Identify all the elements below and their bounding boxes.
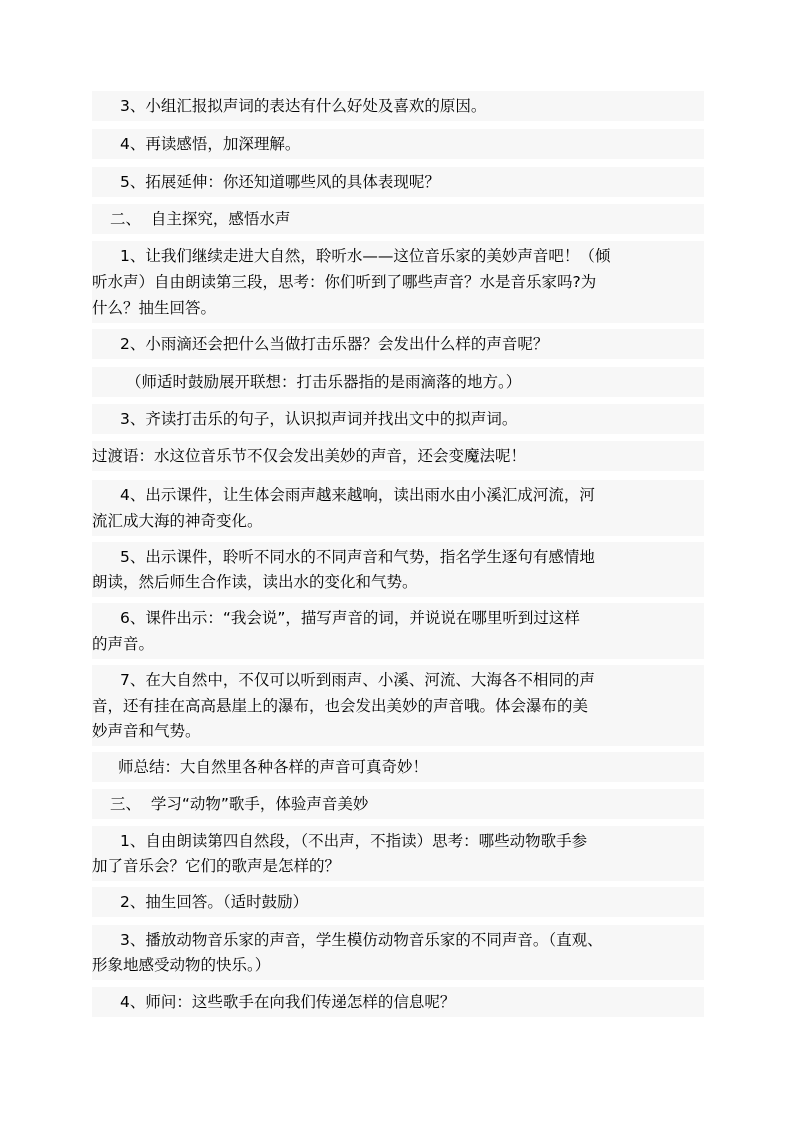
text-line xyxy=(92,716,704,746)
line-text: 什么？抽生回答。 xyxy=(92,299,217,317)
line-text: 师总结：大自然里各种各样的声音可真奇妙！ xyxy=(118,758,429,776)
text-line xyxy=(92,752,704,782)
text-line xyxy=(92,506,704,536)
line-text: 7、在大自然中，不仅可以听到雨声、小溪、河流、大海各不相同的声 xyxy=(120,671,595,689)
heading-text: 二、 自主探究，感悟水声 xyxy=(110,210,291,228)
line-text: 过渡语：水这位音乐节不仅会发出美妙的声音，还会变魔法呢！ xyxy=(92,447,527,465)
heading-text: 三、 学习“动物”歌手，体验声音美妙 xyxy=(110,795,369,813)
line-text: 听水声）自由朗读第三段，思考：你们听到了哪些声音？水是音乐家吗?为 xyxy=(92,273,597,291)
line-text: 3、播放动物音乐家的声音，学生模仿动物音乐家的不同声音。（直观、 xyxy=(120,931,603,949)
text-line xyxy=(92,441,704,471)
line-text: 流汇成大海的神奇变化。 xyxy=(92,512,263,530)
text-line xyxy=(92,367,704,397)
text-line xyxy=(92,129,704,159)
section-heading xyxy=(92,204,704,234)
line-text: 4、出示课件，让生体会雨声越来越响，读出雨水由小溪汇成河流，河 xyxy=(120,486,595,504)
line-text: 4、师问：这些歌手在向我们传递怎样的信息呢？ xyxy=(120,993,456,1011)
line-text: 4、再读感悟，加深理解。 xyxy=(120,135,301,153)
line-text: 朗读，然后师生合作读，读出水的变化和气势。 xyxy=(92,573,418,591)
line-text: 5、出示课件，聆听不同水的不同声音和气势，指名学生逐句有感情地 xyxy=(120,548,595,566)
line-text: 3、小组汇报拟声词的表达有什么好处及喜欢的原因。 xyxy=(120,97,487,115)
text-line xyxy=(92,293,704,323)
text-line xyxy=(92,887,704,917)
text-line xyxy=(92,987,704,1017)
line-text: （师适时鼓励展开联想：打击乐器指的是雨滴落的地方。） xyxy=(126,373,522,391)
line-text: 3、齐读打击乐的句子，认识拟声词并找出文中的拟声词。 xyxy=(120,410,518,428)
line-text: 的声音。 xyxy=(92,635,155,653)
line-text: 5、拓展延伸：你还知道哪些风的具体表现呢？ xyxy=(120,173,440,191)
text-line xyxy=(92,567,704,597)
section-heading xyxy=(92,789,704,819)
text-line xyxy=(92,167,704,197)
line-text: 音，还有挂在高高悬崖上的瀑布，也会发出美妙的声音哦。体会瀑布的美 xyxy=(92,697,589,715)
text-line xyxy=(92,851,704,881)
text-line xyxy=(92,950,704,980)
text-line xyxy=(92,629,704,659)
line-text: 2、抽生回答。（适时鼓励） xyxy=(120,893,309,911)
text-line xyxy=(92,404,704,434)
line-text: 2、小雨滴还会把什么当做打击乐器？会发出什么样的声音呢？ xyxy=(120,335,549,353)
line-text: 加了音乐会？它们的歌声是怎样的？ xyxy=(92,857,341,875)
line-text: 1、自由朗读第四自然段，（不出声，不指读）思考：哪些动物歌手参 xyxy=(120,832,588,850)
line-text: 妙声音和气势。 xyxy=(92,722,201,740)
line-text: 1、让我们继续走进大自然，聆听水——这位音乐家的美妙声音吧！（倾 xyxy=(120,247,611,265)
text-line xyxy=(92,329,704,359)
line-text: 6、课件出示：“我会说”，描写声音的词，并说说在哪里听到过这样 xyxy=(120,609,580,627)
line-text: 形象地感受动物的快乐。） xyxy=(92,956,271,974)
text-line xyxy=(92,91,704,121)
